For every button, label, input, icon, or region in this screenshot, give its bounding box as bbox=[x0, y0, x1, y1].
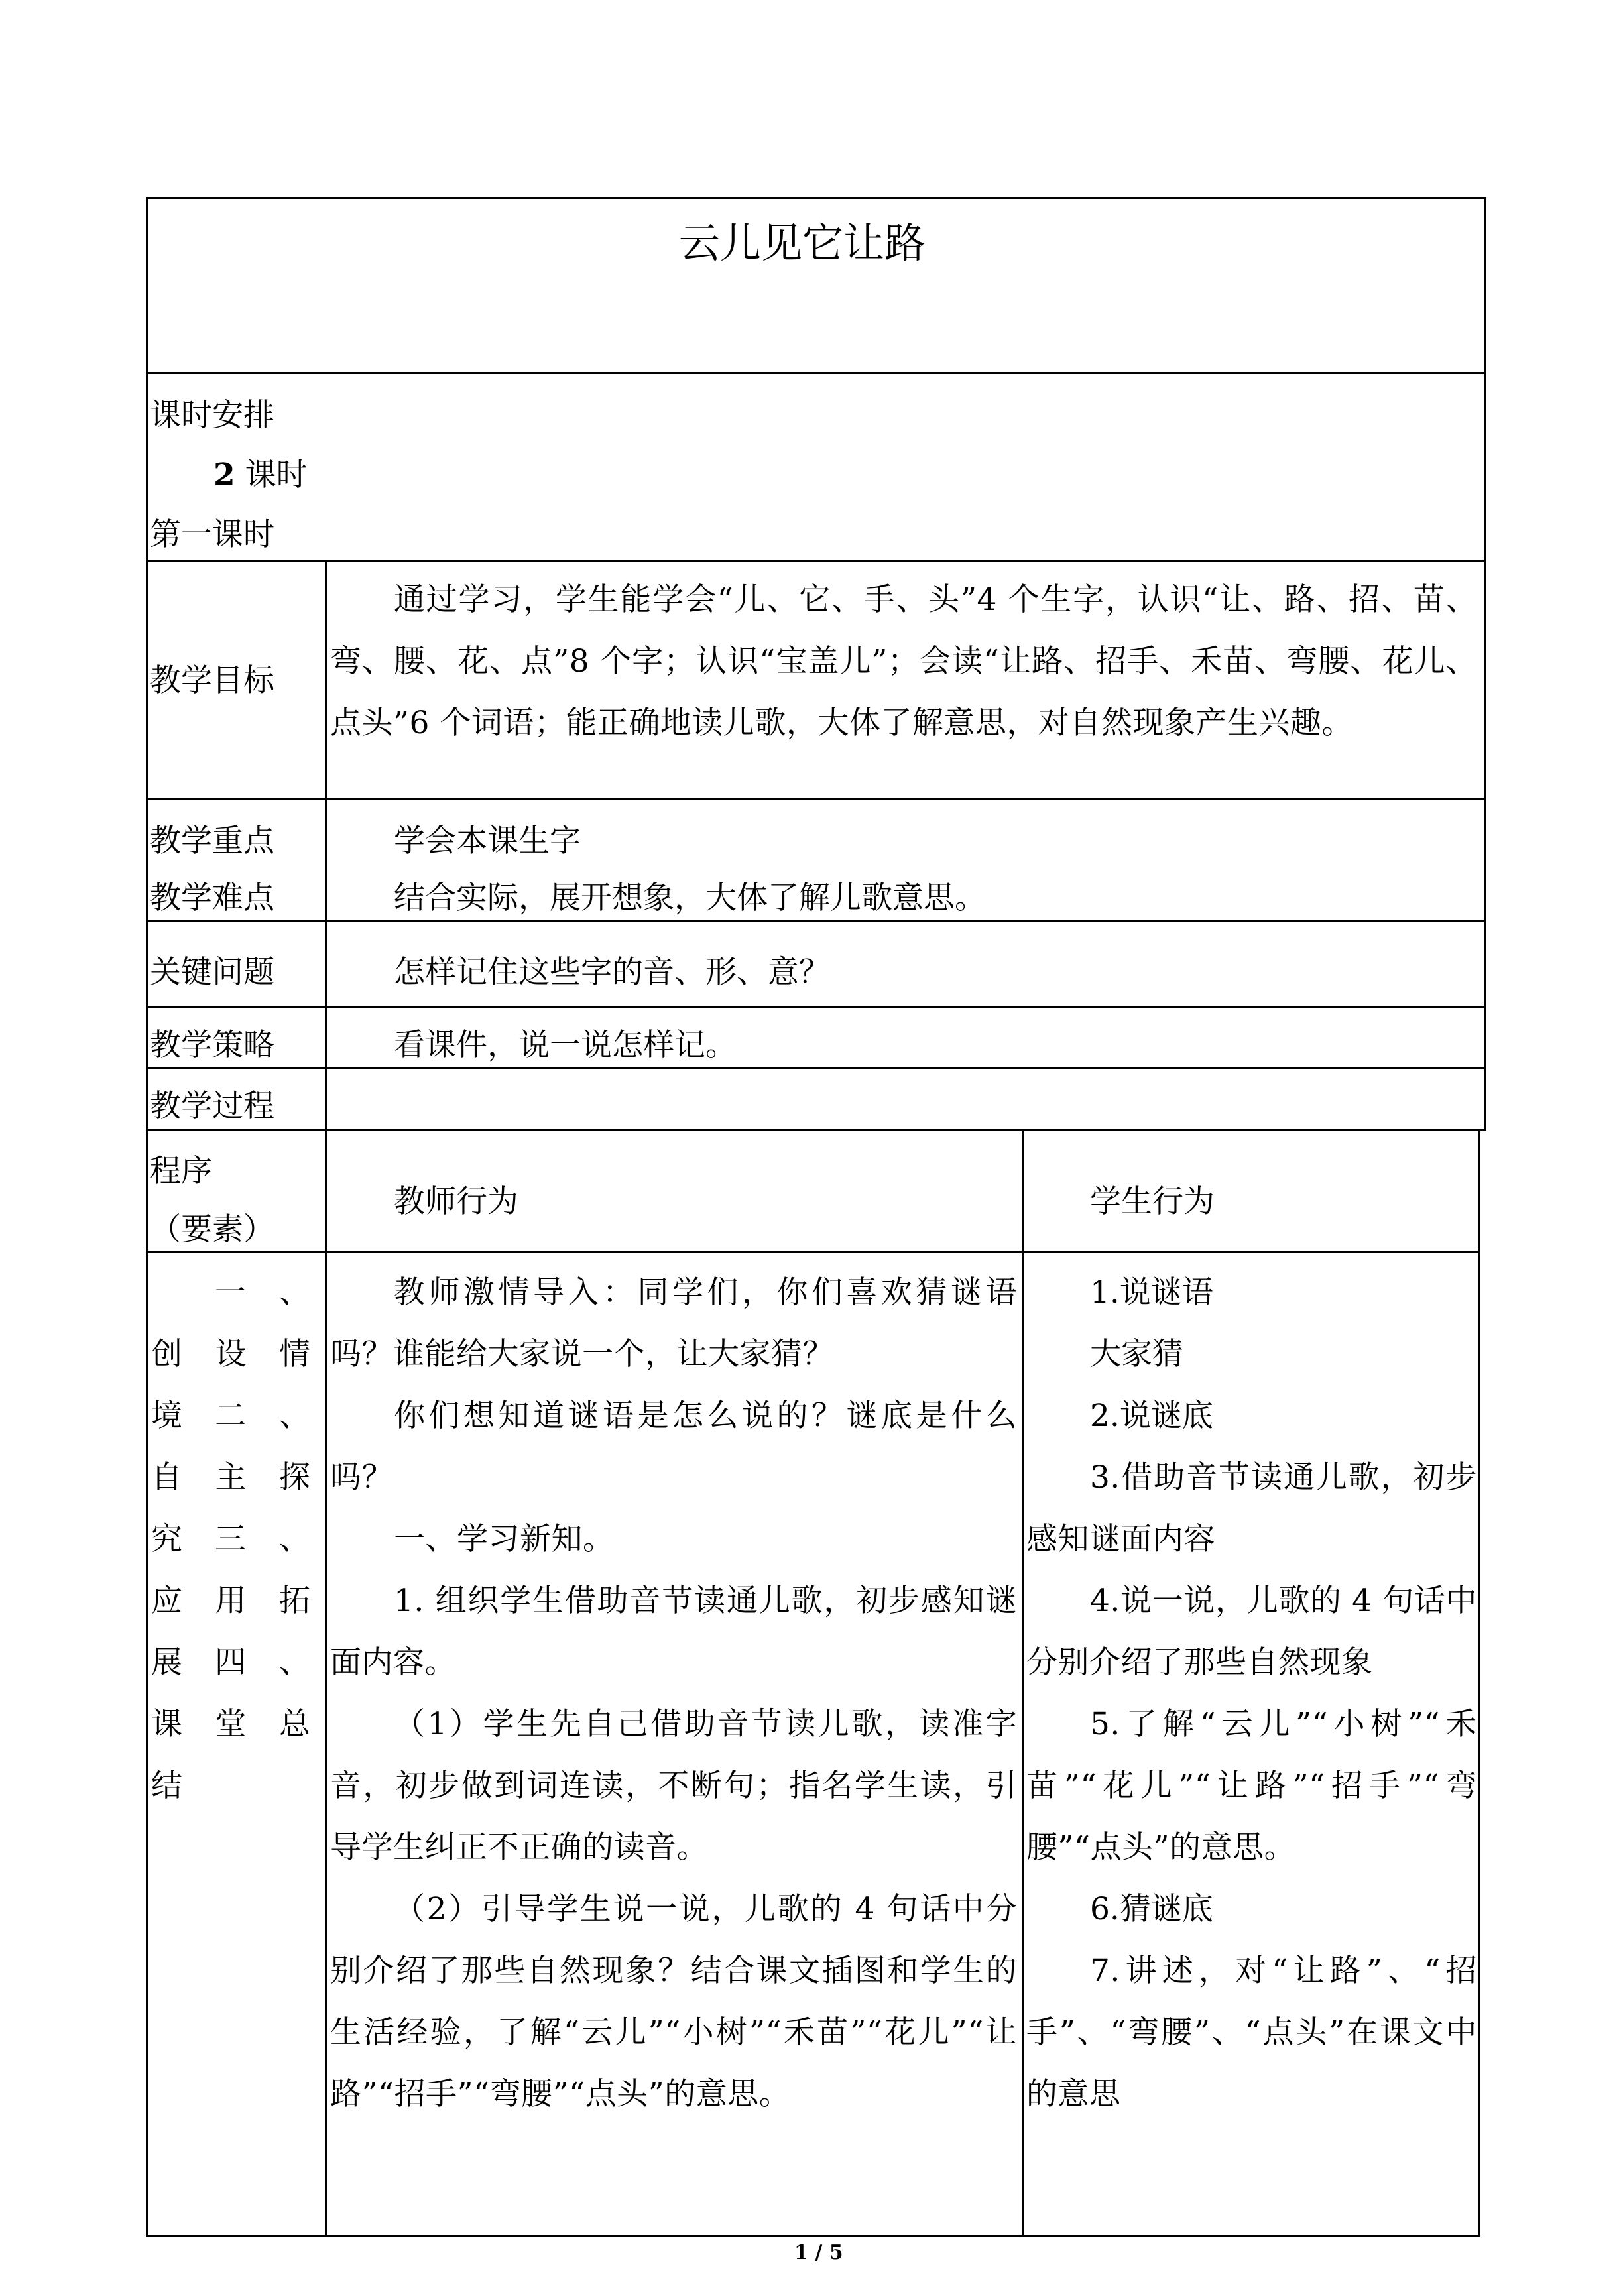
label-column-divider bbox=[325, 560, 327, 1130]
schedule-session: 第一课时 bbox=[150, 516, 274, 553]
table-border-right-upper bbox=[1484, 197, 1486, 1130]
teacher-paragraph: （1）学生先自己借助音节读儿歌，读准字音，初步做到词连读，不断句；指名学生读，引导学生纠正不正确的读音。 bbox=[330, 1706, 1017, 1866]
process-label: 教学过程 bbox=[150, 1088, 274, 1124]
student-item: 大家猜 bbox=[1090, 1336, 1183, 1372]
student-item: 3.借助音节读通儿歌，初步感知谜面内容 bbox=[1026, 1459, 1477, 1557]
key-question-label: 关键问题 bbox=[150, 954, 274, 991]
process-column-divider bbox=[1022, 1129, 1024, 2237]
page-title: 云儿见它让路 bbox=[679, 219, 926, 267]
table-border-top bbox=[146, 197, 1486, 199]
step-item: 二、自主探究 bbox=[151, 1398, 322, 1557]
page-number: 1 / 5 bbox=[794, 2241, 843, 2264]
step-item: 一、创设情境 bbox=[151, 1274, 322, 1434]
student-item: 1.说谜语 bbox=[1090, 1274, 1213, 1311]
schedule-total-unit: 课时 bbox=[245, 457, 308, 493]
schedule-total-number: 2 bbox=[213, 457, 235, 493]
objectives-label: 教学目标 bbox=[150, 662, 274, 699]
teacher-paragraph: 1. 组织学生借助音节读通儿歌，初步感知谜面内容。 bbox=[330, 1583, 1017, 1681]
step-item: 三、应用拓展 bbox=[151, 1521, 322, 1681]
table-border-bottom bbox=[146, 2235, 1480, 2237]
step-item: 四、课堂总结 bbox=[151, 1644, 322, 1804]
teacher-paragraph: 一、学习新知。 bbox=[394, 1521, 615, 1557]
schedule-total bbox=[213, 444, 308, 506]
student-item: 7.讲述，对“让路”、“招手”、“弯腰”、“点头”在课文中的意思 bbox=[1026, 1953, 1477, 2112]
row-divider bbox=[146, 798, 1486, 800]
table-border-left bbox=[146, 197, 148, 2237]
difficulty-label: 教学难点 bbox=[150, 880, 274, 916]
objectives-text: 通过学习，学生能学会“儿、它、手、头”4 个生字，认识“让、路、招、苗、弯、腰、花、点”8 个字；认识“宝盖儿”；会读“让路、招手、禾苗、弯腰、花儿、点头”6 个词语；能正确地读儿歌，大体了解意思，对自然现象产生兴趣。 bbox=[330, 581, 1477, 741]
key-point-label: 教学重点 bbox=[150, 823, 274, 859]
steps-header-line1: 程序 bbox=[150, 1153, 212, 1189]
row-divider bbox=[146, 560, 1486, 562]
student-header: 学生行为 bbox=[1090, 1183, 1215, 1220]
key-question-text: 怎样记住这些字的音、形、意？ bbox=[394, 954, 830, 991]
teacher-paragraph: 你们想知道谜语是怎么说的？谜底是什么吗？ bbox=[330, 1398, 1017, 1496]
row-divider bbox=[146, 1006, 1486, 1008]
student-item: 2.说谜底 bbox=[1090, 1398, 1213, 1434]
row-divider bbox=[146, 1251, 1480, 1253]
student-item: 4.说一说，儿歌的 4 句话中分别介绍了那些自然现象 bbox=[1026, 1583, 1477, 1681]
strategy-label: 教学策略 bbox=[150, 1027, 274, 1063]
process-column-divider bbox=[325, 1129, 327, 2237]
difficulty-text: 结合实际，展开想象，大体了解儿歌意思。 bbox=[394, 880, 986, 916]
table-border-right-lower bbox=[1478, 1129, 1480, 2237]
student-item: 5.了解“云儿”“小树”“禾苗”“花儿”“让路”“招手”“弯腰”“点头”的意思。 bbox=[1026, 1706, 1477, 1866]
schedule-label: 课时安排 bbox=[150, 397, 274, 434]
teacher-header: 教师行为 bbox=[394, 1183, 518, 1220]
row-divider bbox=[146, 372, 1486, 374]
strategy-text: 看课件，说一说怎样记。 bbox=[394, 1027, 737, 1063]
steps-header-line2: （要素） bbox=[150, 1211, 274, 1248]
student-item: 6.猜谜底 bbox=[1090, 1891, 1213, 1927]
key-point-text: 学会本课生字 bbox=[394, 823, 581, 859]
teacher-paragraph: 教师激情导入：同学们，你们喜欢猜谜语吗？谁能给大家说一个，让大家猜？ bbox=[330, 1274, 1017, 1372]
row-divider bbox=[146, 1067, 1486, 1069]
row-divider bbox=[146, 1129, 1486, 1131]
teacher-paragraph: （2）引导学生说一说，儿歌的 4 句话中分别介绍了那些自然现象？结合课文插图和学生的生活经验，了解“云儿”“小树”“禾苗”“花儿”“让路”“招手”“弯腰”“点头”的意思。 bbox=[330, 1891, 1017, 2112]
